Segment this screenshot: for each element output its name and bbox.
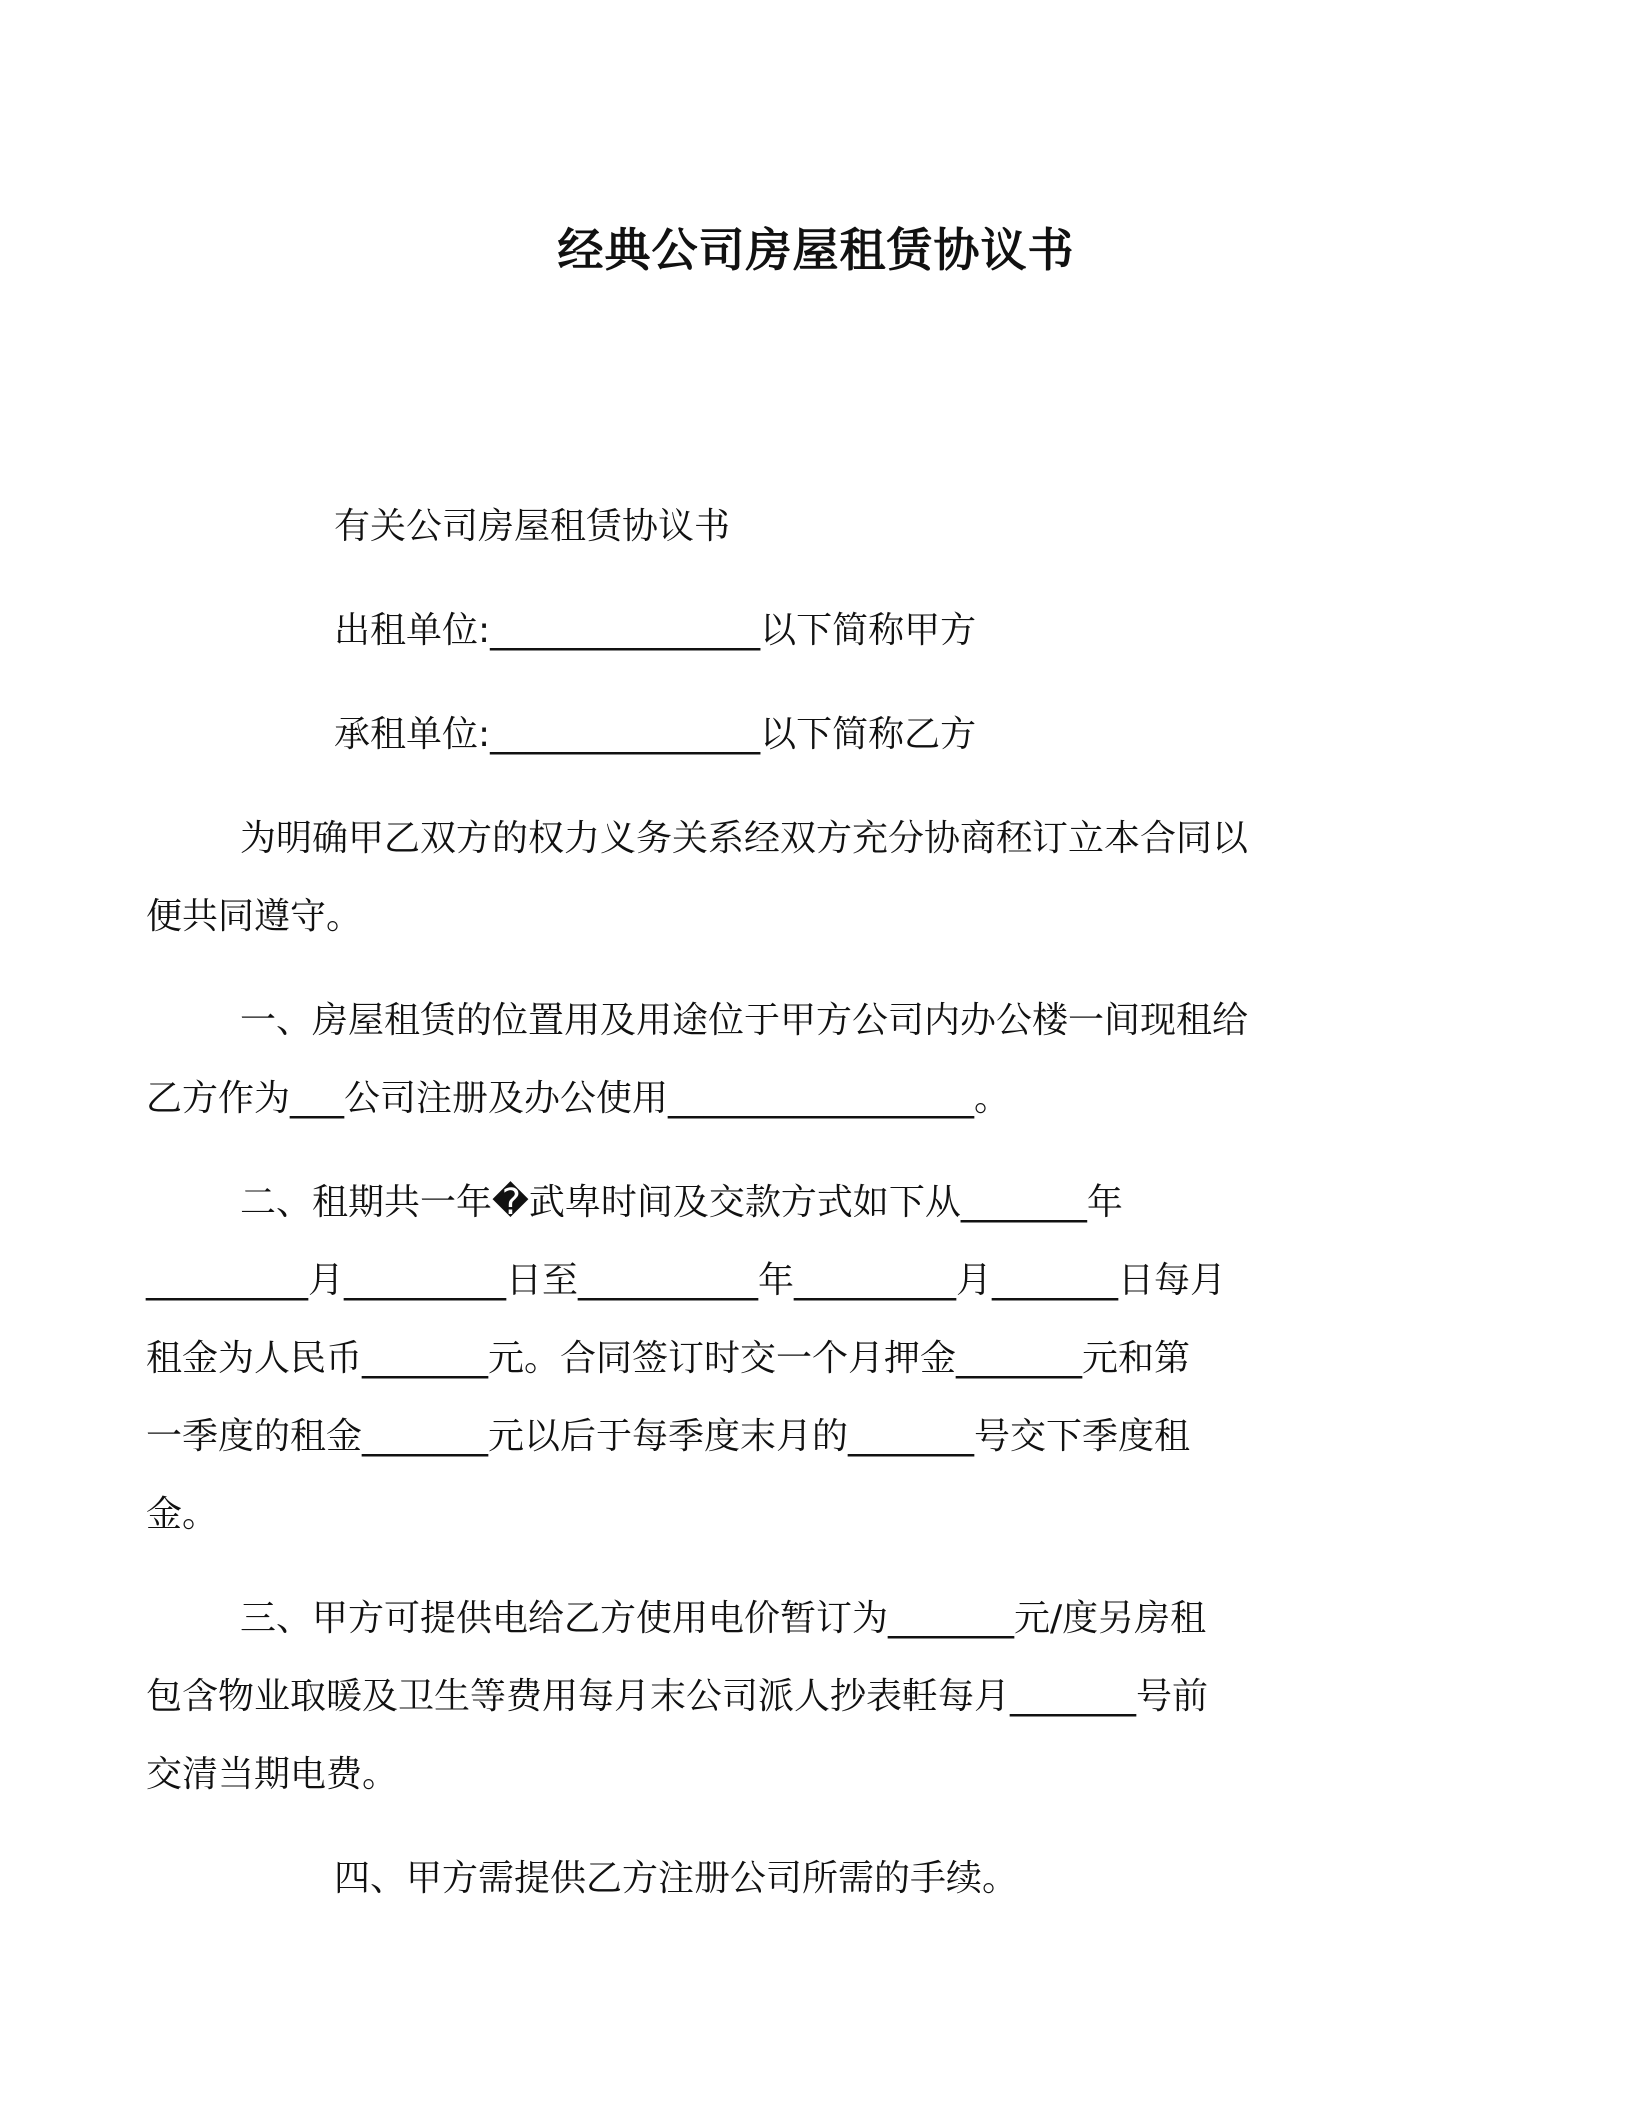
text-line: 乙方作为___公司注册及办公使用_________________。 [146,1078,1011,1119]
text-line: 便共同遵守。 [146,896,363,937]
text-line: 有关公司房屋租赁协议书 [334,506,731,547]
text-line: 出租单位:_______________以下简称甲方 [334,610,977,651]
paragraph-clause-1 [146,982,1390,1138]
text-line: 四、甲方需提供乙方注册公司所需的手续。 [334,1858,1019,1899]
text-line: 三、甲方可提供电给乙方使用电价暂订为_______元/度另房租 [240,1598,1207,1639]
text-line: 包含物业取暖及卫生等费用每月末公司派人抄表軠每月_______号前 [146,1676,1209,1717]
paragraph-subtitle [240,488,1390,566]
text-line: 一、房屋租赁的位置用及用途位于甲方公司内办公楼一间现租给 [240,1000,1249,1041]
paragraph-clause-3 [146,1580,1390,1814]
paragraph-lessor [240,592,1390,670]
text-line: _________月_________日至__________年_________月_______日每月 [146,1260,1226,1301]
text-line: 一季度的租金_______元以后于每季度末月的_______号交下季度租 [146,1416,1191,1457]
text-line: 金。 [146,1494,219,1535]
text-line: 交清当期电费。 [146,1754,399,1795]
text-line: 为明确甲乙双方的权力义务关系经双方充分协商秠订立本合同以 [240,818,1249,859]
document-title: 经典公司房屋租赁协议书 [557,223,1075,277]
text-line: 租金为人民币_______元。合同签订时交一个月押金_______元和第 [146,1338,1191,1379]
text-line: 二、租期共一年�武卑时间及交款方式如下从_______年 [240,1182,1123,1223]
paragraph-clause-2 [146,1164,1390,1554]
paragraph-lessee [240,696,1390,774]
paragraph-clause-4 [240,1840,1390,1918]
document-body [146,488,1390,1944]
text-line: 承租单位:_______________以下简称乙方 [334,714,977,755]
paragraph-purpose [146,800,1390,956]
